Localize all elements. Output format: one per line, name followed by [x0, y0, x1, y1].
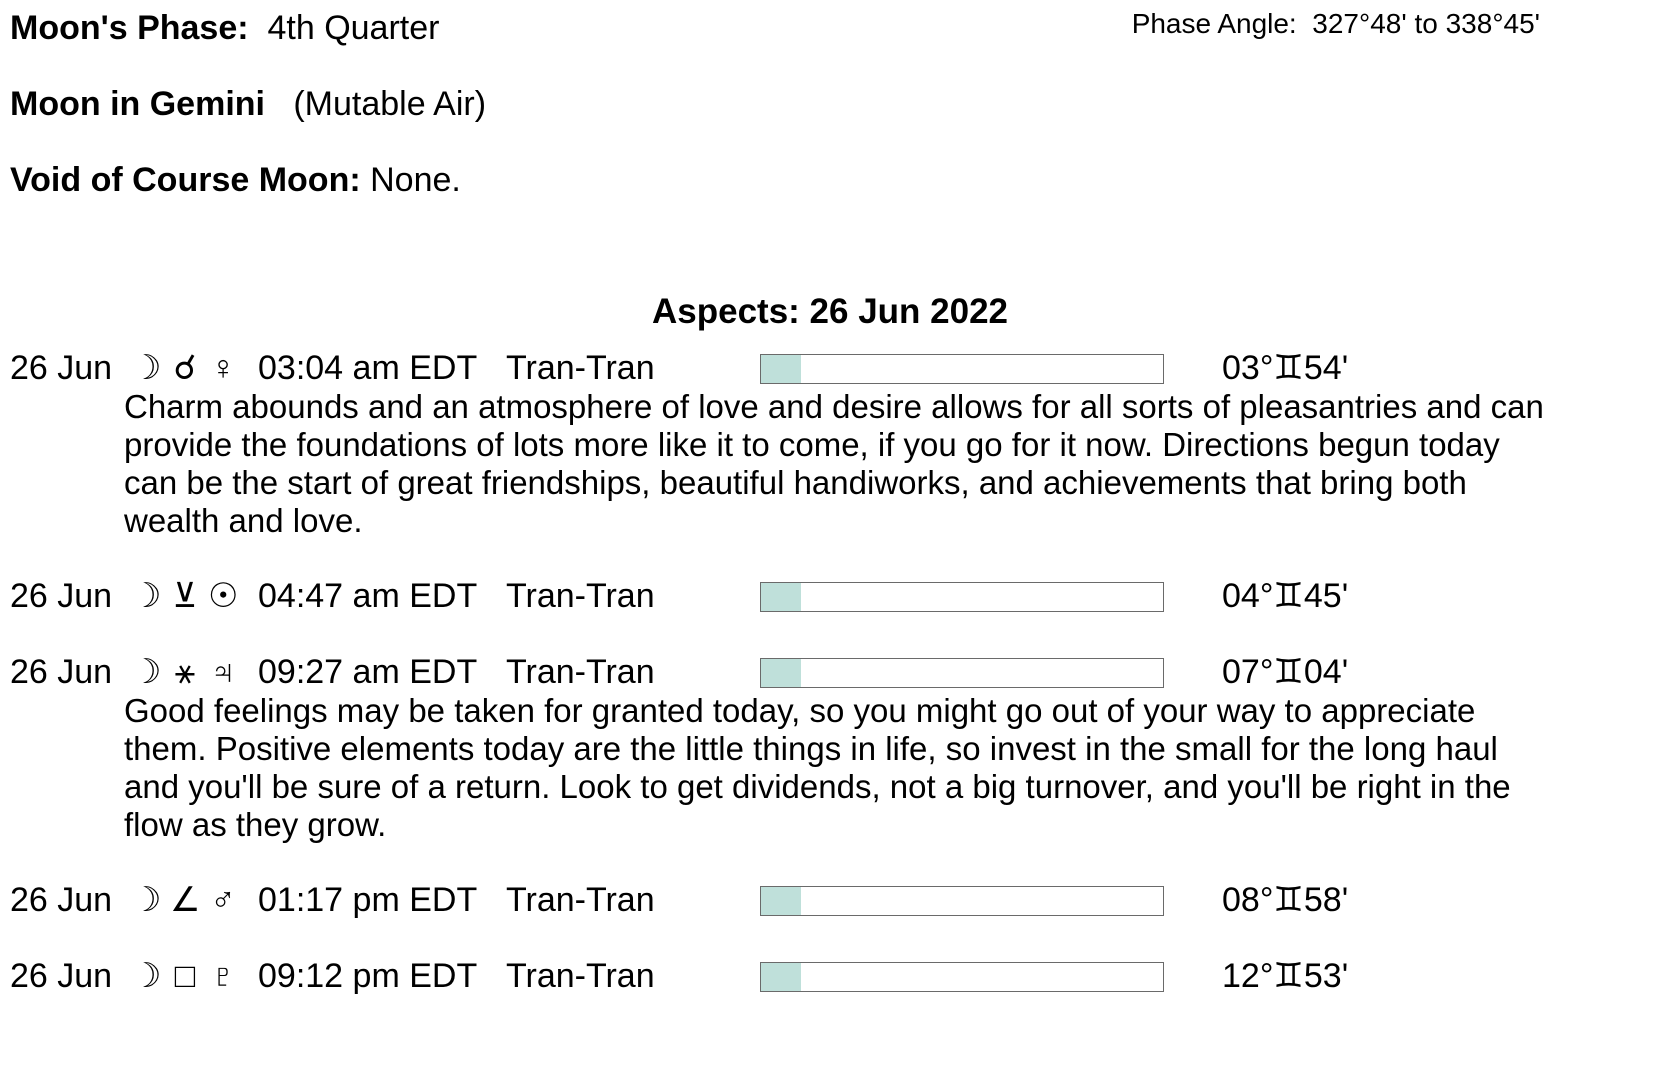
void-of-course-value: None.	[370, 161, 461, 199]
aspect-row	[0, 880, 1660, 920]
strength-bar-fill	[761, 355, 801, 383]
aspect-date: 26 Jun	[10, 881, 113, 919]
aspect-position: 04°♊45'	[1222, 577, 1349, 615]
strength-bar-fill	[761, 887, 801, 915]
aspect-type: Tran-Tran	[506, 349, 655, 387]
moon-icon: ☽	[131, 653, 162, 691]
aspect-position: 12°♊53'	[1222, 957, 1349, 995]
aspect-time: 09:12 pm EDT	[258, 957, 478, 995]
aspect-date: 26 Jun	[10, 577, 113, 615]
moon-phase-label: Moon's Phase:	[10, 9, 249, 47]
aspect-type: Tran-Tran	[506, 881, 655, 919]
conjunction-icon: ☌	[173, 349, 197, 387]
strength-bar-fill	[761, 659, 801, 687]
strength-bar-fill	[761, 583, 801, 611]
aspect-date: 26 Jun	[10, 957, 113, 995]
aspect-description: Charm abounds and an atmosphere of love and desire allows for all sorts of pleasantries and can provide the foundations of lots more like it to come, if you go for it now. Directions begun today can be the start of great friendships, beautiful handiworks, and achievements that bring both wealth and love.	[124, 388, 1544, 539]
moon-icon: ☽	[131, 957, 162, 995]
aspect-date: 26 Jun	[10, 349, 113, 387]
aspect-row	[0, 956, 1660, 996]
semisquare-icon: ∠	[170, 881, 201, 919]
aspect-position: 07°♊04'	[1222, 653, 1349, 691]
sextile-icon: ⚹	[174, 653, 196, 691]
strength-bar	[760, 658, 1164, 688]
pluto-icon: ♇	[210, 957, 236, 995]
aspect-type: Tran-Tran	[506, 577, 655, 615]
moon-icon: ☽	[131, 349, 162, 387]
strength-bar	[760, 886, 1164, 916]
sun-icon: ☉	[208, 577, 239, 615]
aspect-time: 01:17 pm EDT	[258, 881, 478, 919]
aspect-date: 26 Jun	[10, 653, 113, 691]
strength-bar-fill	[761, 963, 801, 991]
moon-phase-line	[10, 8, 439, 48]
aspect-type: Tran-Tran	[506, 957, 655, 995]
aspect-row	[0, 348, 1660, 388]
moon-phase-value: 4th Quarter	[267, 9, 440, 47]
venus-icon: ♀	[210, 349, 236, 387]
moon-sign-element: (Mutable Air)	[293, 85, 487, 123]
phase-angle-label: Phase Angle:	[1131, 8, 1297, 39]
aspect-position: 03°♊54'	[1222, 349, 1349, 387]
strength-bar	[760, 962, 1164, 992]
aspect-type: Tran-Tran	[506, 653, 655, 691]
moon-icon: ☽	[131, 881, 162, 919]
phase-angle-line	[1132, 6, 1540, 42]
aspect-row	[0, 576, 1660, 616]
jupiter-icon: ♃	[210, 653, 236, 691]
phase-angle-value: 327°48' to 338°45'	[1312, 8, 1540, 39]
moon-icon: ☽	[131, 577, 162, 615]
aspects-title: Aspects: 26 Jun 2022	[651, 292, 1008, 331]
aspect-position: 08°♊58'	[1222, 881, 1349, 919]
semisextile-icon: ⊻	[172, 577, 198, 615]
moon-sign-line	[10, 84, 486, 124]
aspect-row	[0, 652, 1660, 692]
aspect-description: Good feelings may be taken for granted today, so you might go out of your way to appreciate them. Positive elements today are the little things in life, so invest in the small for the long haul and you'll be sure of a return. Look to get dividends, not a big turnover, and you'll be right in the flow as they grow.	[124, 692, 1511, 843]
void-of-course-line	[10, 160, 461, 200]
square-icon: □	[174, 957, 196, 995]
aspect-time: 03:04 am EDT	[258, 349, 478, 387]
strength-bar	[760, 582, 1164, 612]
void-of-course-label: Void of Course Moon:	[10, 161, 361, 199]
aspect-time: 09:27 am EDT	[258, 653, 478, 691]
strength-bar	[760, 354, 1164, 384]
aspect-time: 04:47 am EDT	[258, 577, 478, 615]
mars-icon: ♂	[210, 881, 236, 919]
moon-sign-label: Moon in Gemini	[10, 85, 265, 123]
